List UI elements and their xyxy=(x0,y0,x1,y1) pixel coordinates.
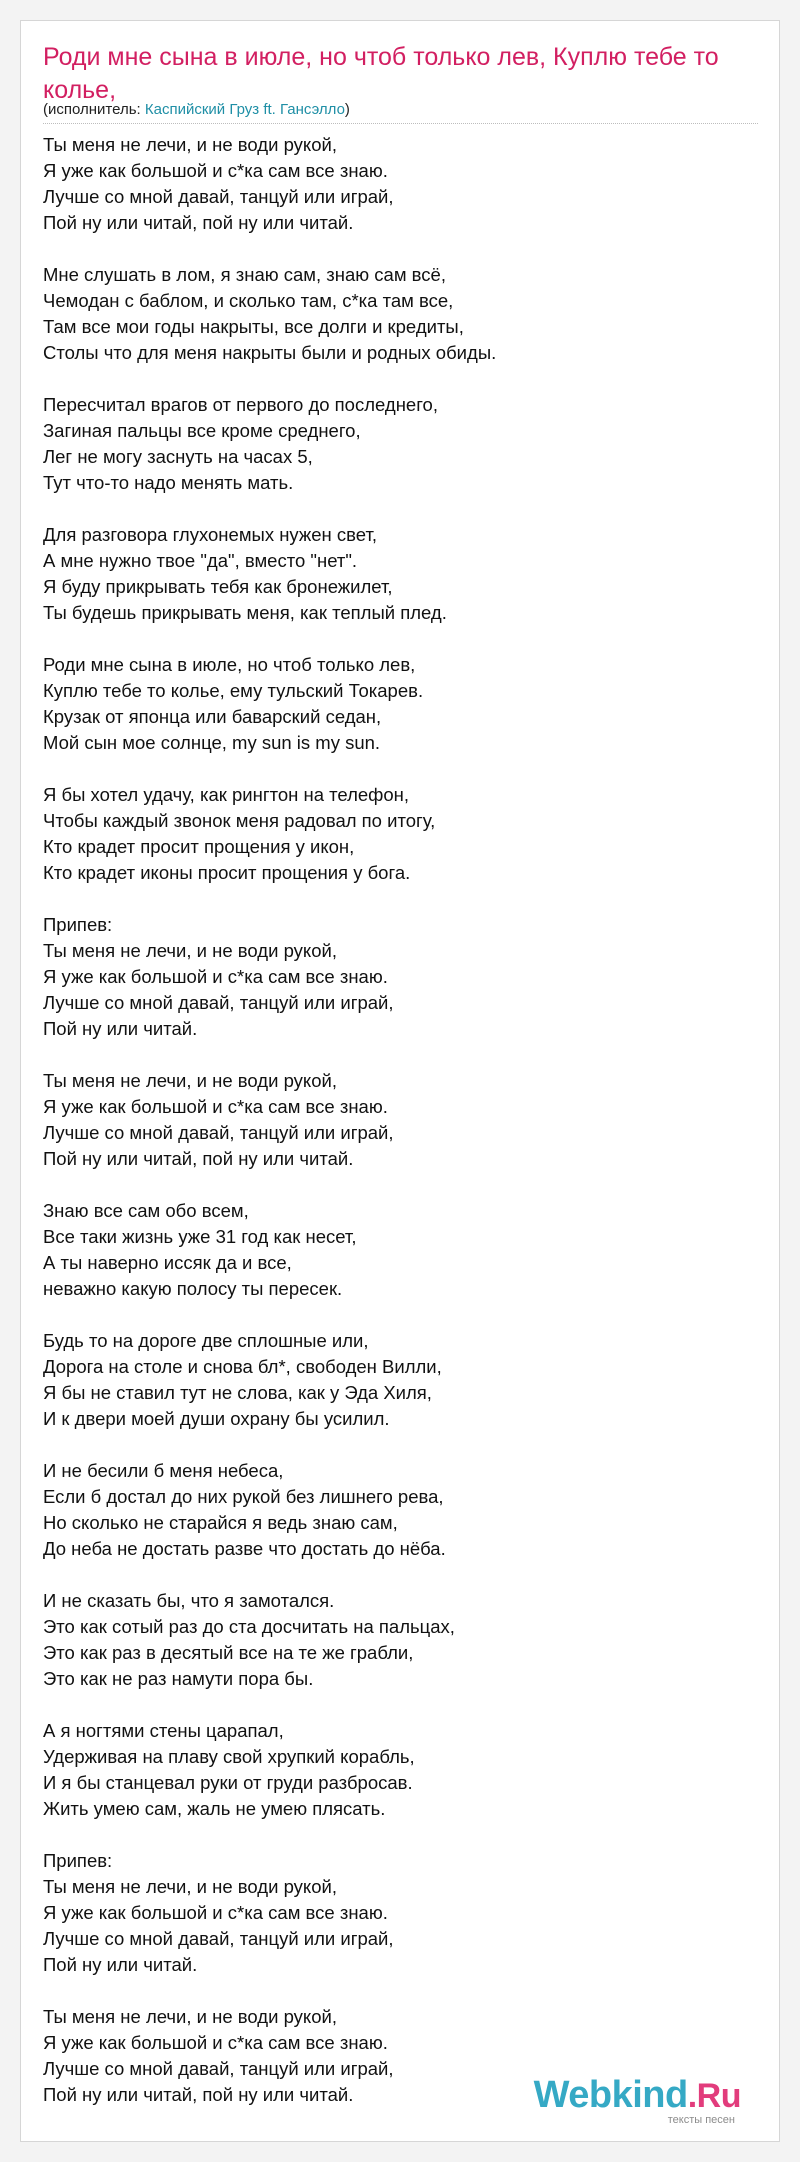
lyrics-line: Лучше со мной давай, танцуй или играй, xyxy=(43,992,394,1013)
lyrics-line: Пересчитал врагов от первого до последнего, xyxy=(43,394,438,415)
lyrics-line: И не сказать бы, что я замотался. xyxy=(43,1590,335,1611)
lyrics-line: Я уже как большой и с*ка сам все знаю. xyxy=(43,1902,388,1923)
lyrics-line: А ты наверно иссяк да и все, xyxy=(43,1252,292,1273)
lyrics-line: Чемодан с баблом, и сколько там, с*ка там все, xyxy=(43,290,454,311)
lyrics-stanza xyxy=(43,132,758,236)
lyrics-line: Я уже как большой и с*ка сам все знаю. xyxy=(43,1096,388,1117)
lyrics-line: Но сколько не старайся я ведь знаю сам, xyxy=(43,1512,398,1533)
artist-link[interactable]: Каспийский Груз ft. Гансэлло xyxy=(144,101,345,118)
lyrics-line: Я уже как большой и с*ка сам все знаю. xyxy=(43,2032,388,2053)
lyrics-line: Жить умею сам, жаль не умею плясать. xyxy=(43,1798,386,1819)
lyrics-line: Дорога на столе и снова бл*, свободен Вилли, xyxy=(43,1356,442,1377)
lyrics-line: Кто крадет просит прощения у икон, xyxy=(43,836,355,857)
lyrics-stanza xyxy=(43,522,758,626)
lyrics-line: Кто крадет иконы просит прощения у бога. xyxy=(43,862,411,883)
lyrics-line: Куплю тебе то колье, ему тульский Токарев. xyxy=(43,680,424,701)
lyrics-line: А я ногтями стены царапал, xyxy=(43,1720,284,1741)
lyrics-stanza xyxy=(43,1328,758,1432)
lyrics-line: Это как сотый раз до ста досчитать на пальцах, xyxy=(43,1616,455,1637)
lyrics-line: Лучше со мной давай, танцуй или играй, xyxy=(43,1122,394,1143)
webkind-logo[interactable] xyxy=(531,2074,741,2126)
lyrics-line: Удерживая на плаву свой хрупкий корабль, xyxy=(43,1746,415,1767)
lyrics-stanza xyxy=(43,1458,758,1562)
lyrics-line: Это как не раз намути пора бы. xyxy=(43,1668,314,1689)
logo-tld-text: .Ru xyxy=(687,2077,741,2115)
lyrics-card xyxy=(20,20,780,2142)
logo-wordmark xyxy=(534,2074,741,2117)
lyrics-line: Пой ну или читай, пой ну или читай. xyxy=(43,2084,354,2105)
lyrics-stanza xyxy=(43,1068,758,1172)
lyrics-line: Ты меня не лечи, и не води рукой, xyxy=(43,2006,337,2027)
title-divider xyxy=(43,123,758,124)
lyrics-line: Будь то на дороге две сплошные или, xyxy=(43,1330,369,1351)
lyrics-line: Мой сын мое солнце, my sun is my sun. xyxy=(43,732,381,753)
lyrics-line: Пой ну или читай, пой ну или читай. xyxy=(43,212,354,233)
lyrics-stanza xyxy=(43,1588,758,1692)
lyrics-line: Лучше со мной давай, танцуй или играй, xyxy=(43,1928,394,1949)
logo-tagline: тексты песен xyxy=(667,2114,735,2126)
lyrics-line: Пой ну или читай, пой ну или читай. xyxy=(43,1148,354,1169)
lyrics-line: Ты будешь прикрывать меня, как теплый плед. xyxy=(43,602,447,623)
lyrics-line: Чтобы каждый звонок меня радовал по итогу, xyxy=(43,810,436,831)
lyrics-line: Столы что для меня накрыты были и родных обиды. xyxy=(43,342,497,363)
lyrics-stanza xyxy=(43,1198,758,1302)
lyrics-line: Крузак от японца или баварский седан, xyxy=(43,706,382,727)
lyrics-line: Я бы хотел удачу, как рингтон на телефон, xyxy=(43,784,410,805)
lyrics-line: Лег не могу заснуть на часах 5, xyxy=(43,446,313,467)
lyrics-stanza xyxy=(43,912,758,1042)
lyrics-line: Если б достал до них рукой без лишнего рева, xyxy=(43,1486,444,1507)
byline-suffix: ) xyxy=(344,101,350,118)
lyrics-stanza xyxy=(43,782,758,886)
logo-main-text: Webkind xyxy=(533,2074,688,2116)
lyrics-line: Пой ну или читай. xyxy=(43,1018,198,1039)
lyrics-line: И не бесили б меня небеса, xyxy=(43,1460,284,1481)
lyrics-line: И я бы станцевал руки от груди разбросав. xyxy=(43,1772,413,1793)
lyrics-stanza xyxy=(43,262,758,366)
byline-prefix: (исполнитель: xyxy=(43,101,145,118)
lyrics-line: Для разговора глухонемых нужен свет, xyxy=(43,524,378,545)
lyrics-line: Пой ну или читай. xyxy=(43,1954,198,1975)
lyrics-line: Припев: xyxy=(43,1850,113,1871)
lyrics-line: Роди мне сына в июле, но чтоб только лев, xyxy=(43,654,416,675)
lyrics-stanza xyxy=(43,392,758,496)
lyrics-line: неважно какую полосу ты пересек. xyxy=(43,1278,343,1299)
lyrics-stanza xyxy=(43,1718,758,1822)
lyrics-line: Мне слушать в лом, я знаю сам, знаю сам всё, xyxy=(43,264,446,285)
lyrics-line: Припев: xyxy=(43,914,113,935)
lyrics-line: До неба не достать разве что достать до нёба. xyxy=(43,1538,446,1559)
lyrics-line: Знаю все сам обо всем, xyxy=(43,1200,249,1221)
lyrics-line: Лучше со мной давай, танцуй или играй, xyxy=(43,2058,394,2079)
lyrics-line: Я буду прикрывать тебя как бронежилет, xyxy=(43,576,393,597)
lyrics-line: Ты меня не лечи, и не води рукой, xyxy=(43,940,337,961)
lyrics-line: Ты меня не лечи, и не води рукой, xyxy=(43,134,337,155)
lyrics-line: И к двери моей души охрану бы усилил. xyxy=(43,1408,390,1429)
lyrics-line: Там все мои годы накрыты, все долги и кредиты, xyxy=(43,316,464,337)
lyrics-line: Тут что-то надо менять мать. xyxy=(43,472,294,493)
lyrics-line: Загиная пальцы все кроме среднего, xyxy=(43,420,361,441)
lyrics-stanza xyxy=(43,1848,758,1978)
lyrics-line: А мне нужно твое "да", вместо "нет". xyxy=(43,550,358,571)
lyrics-text xyxy=(43,132,758,2134)
lyrics-line: Все таки жизнь уже 31 год как несет, xyxy=(43,1226,357,1247)
lyrics-line: Я бы не ставил тут не слова, как у Эда Хиля, xyxy=(43,1382,432,1403)
artist-byline xyxy=(43,100,350,120)
lyrics-line: Я уже как большой и с*ка сам все знаю. xyxy=(43,966,388,987)
lyrics-line: Ты меня не лечи, и не води рукой, xyxy=(43,1876,337,1897)
lyrics-line: Это как раз в десятый все на те же грабли, xyxy=(43,1642,414,1663)
lyrics-line: Ты меня не лечи, и не води рукой, xyxy=(43,1070,337,1091)
lyrics-line: Я уже как большой и с*ка сам все знаю. xyxy=(43,160,388,181)
lyrics-line: Лучше со мной давай, танцуй или играй, xyxy=(43,186,394,207)
page-title: Роди мне сына в июле, но чтоб только лев, Куплю тебе то колье, xyxy=(43,43,719,104)
lyrics-stanza xyxy=(43,652,758,756)
